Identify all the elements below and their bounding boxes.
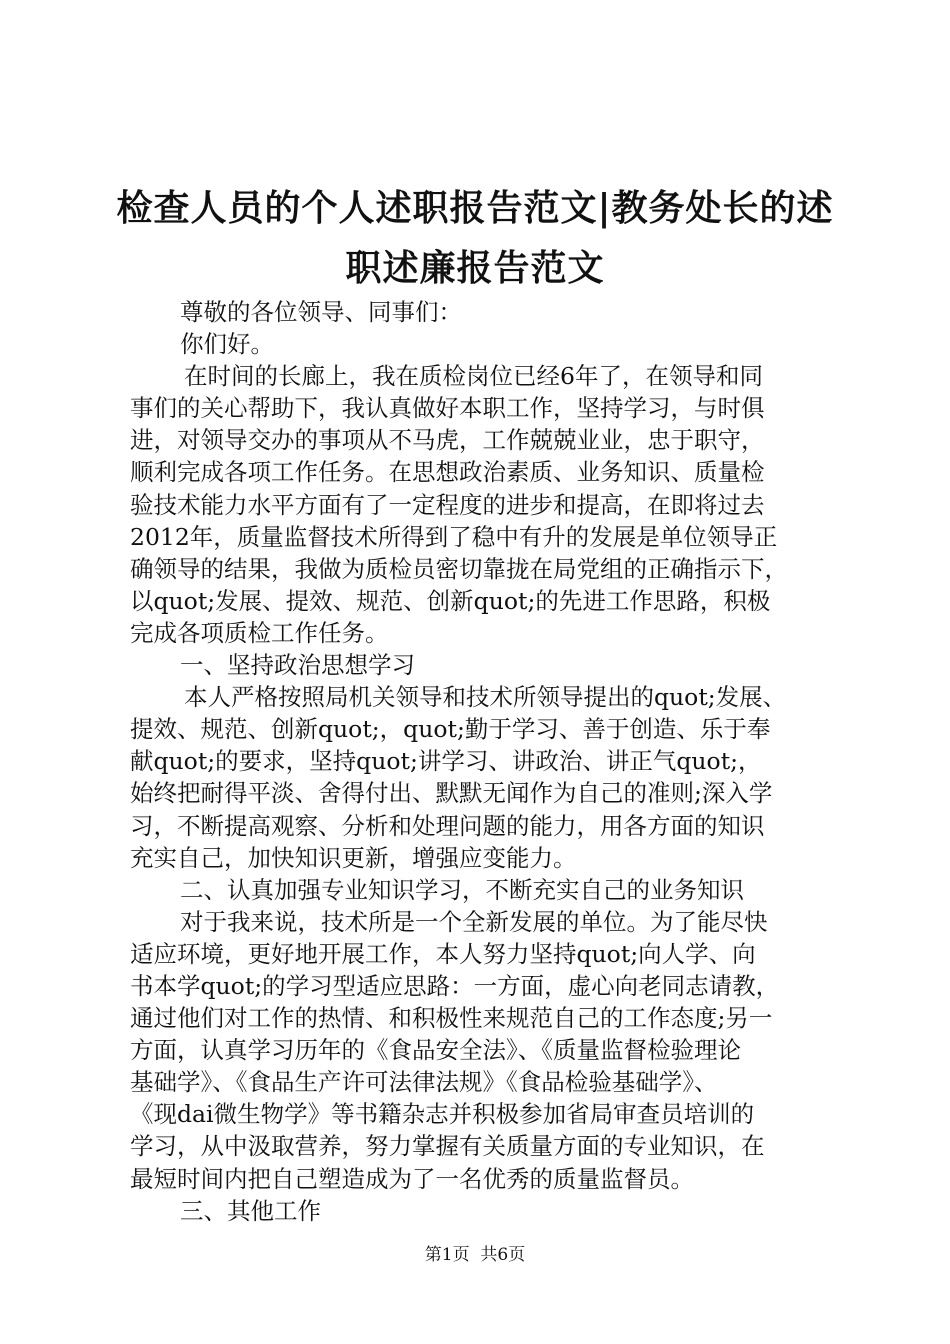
- paragraph-line: 以quot;发展、提效、规范、创新quot;的先进工作思路，积极: [130, 586, 771, 615]
- paragraph-line: 最短时间内把自己塑造成为了一名优秀的质量监督员。: [130, 1164, 694, 1193]
- paragraph-line: 书本学quot;的学习型适应思路：一方面，虚心向老同志请教，: [130, 971, 780, 1000]
- paragraph-line: 事们的关心帮助下，我认真做好本职工作，坚持学习，与时俱: [130, 394, 765, 423]
- salutation: 尊敬的各位领导、同事们：: [180, 298, 462, 326]
- paragraph-line: 本人严格按照局机关领导和技术所领导提出的quot;发展、: [184, 683, 787, 712]
- paragraph-line: 2012年，质量监督技术所得到了稳中有升的发展是单位领导正: [130, 522, 778, 551]
- paragraph-line: 提效、规范、创新quot;，quot;勤于学习、善于创造、乐于奉: [130, 715, 771, 744]
- paragraph-line: 充实自己，加快知识更新，增强应变能力。: [130, 843, 577, 872]
- paragraph-line: 基础学》、《食品生产许可法律法规》《食品检验基础学》、: [130, 1068, 718, 1097]
- section-heading-1: 一、坚持政治思想学习: [180, 651, 415, 680]
- paragraph-line: 学习，从中汲取营养，努力掌握有关质量方面的专业知识，在: [130, 1132, 765, 1161]
- paragraph-line: 方面，认真学习历年的《食品安全法》、《质量监督检验理论: [130, 1036, 741, 1065]
- paragraph-line: 始终把耐得平淡、舍得付出、默默无闻作为自己的准则;深入学: [130, 779, 773, 808]
- paragraph-line: 在时间的长廊上，我在质检岗位已经6年了，在领导和同: [184, 362, 763, 391]
- paragraph-line: 完成各项质检工作任务。: [130, 618, 389, 647]
- paragraph-line: 验技术能力水平方面有了一定程度的进步和提高，在即将过去: [130, 490, 765, 519]
- paragraph-line: 对于我来说，技术所是一个全新发展的单位。为了能尽快: [180, 907, 768, 936]
- page-footer: [0, 1244, 950, 1266]
- paragraph-line: 通过他们对工作的热情、和积极性来规范自己的工作态度;另一: [130, 1004, 773, 1033]
- paragraph-line: 进，对领导交办的事项从不马虎，工作兢兢业业，忠于职守，: [130, 426, 765, 455]
- section-heading-2: 二、认真加强专业知识学习，不断充实自己的业务知识: [180, 875, 744, 904]
- greeting: 你们好。: [180, 330, 274, 359]
- paragraph-line: 习，不断提高观察、分析和处理问题的能力，用各方面的知识: [130, 811, 765, 840]
- paragraph-line: 确领导的结果，我做为质检员密切靠拢在局党组的正确指示下，: [130, 554, 788, 583]
- section-heading-3: 三、其他工作: [180, 1196, 321, 1225]
- document-title-line-2: 职述廉报告范文: [345, 247, 605, 289]
- paragraph-line: 献quot;的要求，坚持quot;讲学习、讲政治、讲正气quot;，: [130, 747, 762, 776]
- document-body: [130, 296, 850, 1227]
- page-number: 第1页: [424, 1245, 470, 1265]
- document-title-line-1: 检查人员的个人述职报告范文|教务处长的述: [116, 187, 834, 229]
- paragraph-line: 适应环境，更好地开展工作，本人努力坚持quot;向人学、向: [130, 939, 756, 968]
- paragraph-line: 顺利完成各项工作任务。在思想政治素质、业务知识、质量检: [130, 458, 765, 487]
- paragraph-line: 《现dai微生物学》等书籍杂志并积极参加省局审查员培训的: [130, 1100, 755, 1129]
- page-total: 共6页: [480, 1245, 526, 1265]
